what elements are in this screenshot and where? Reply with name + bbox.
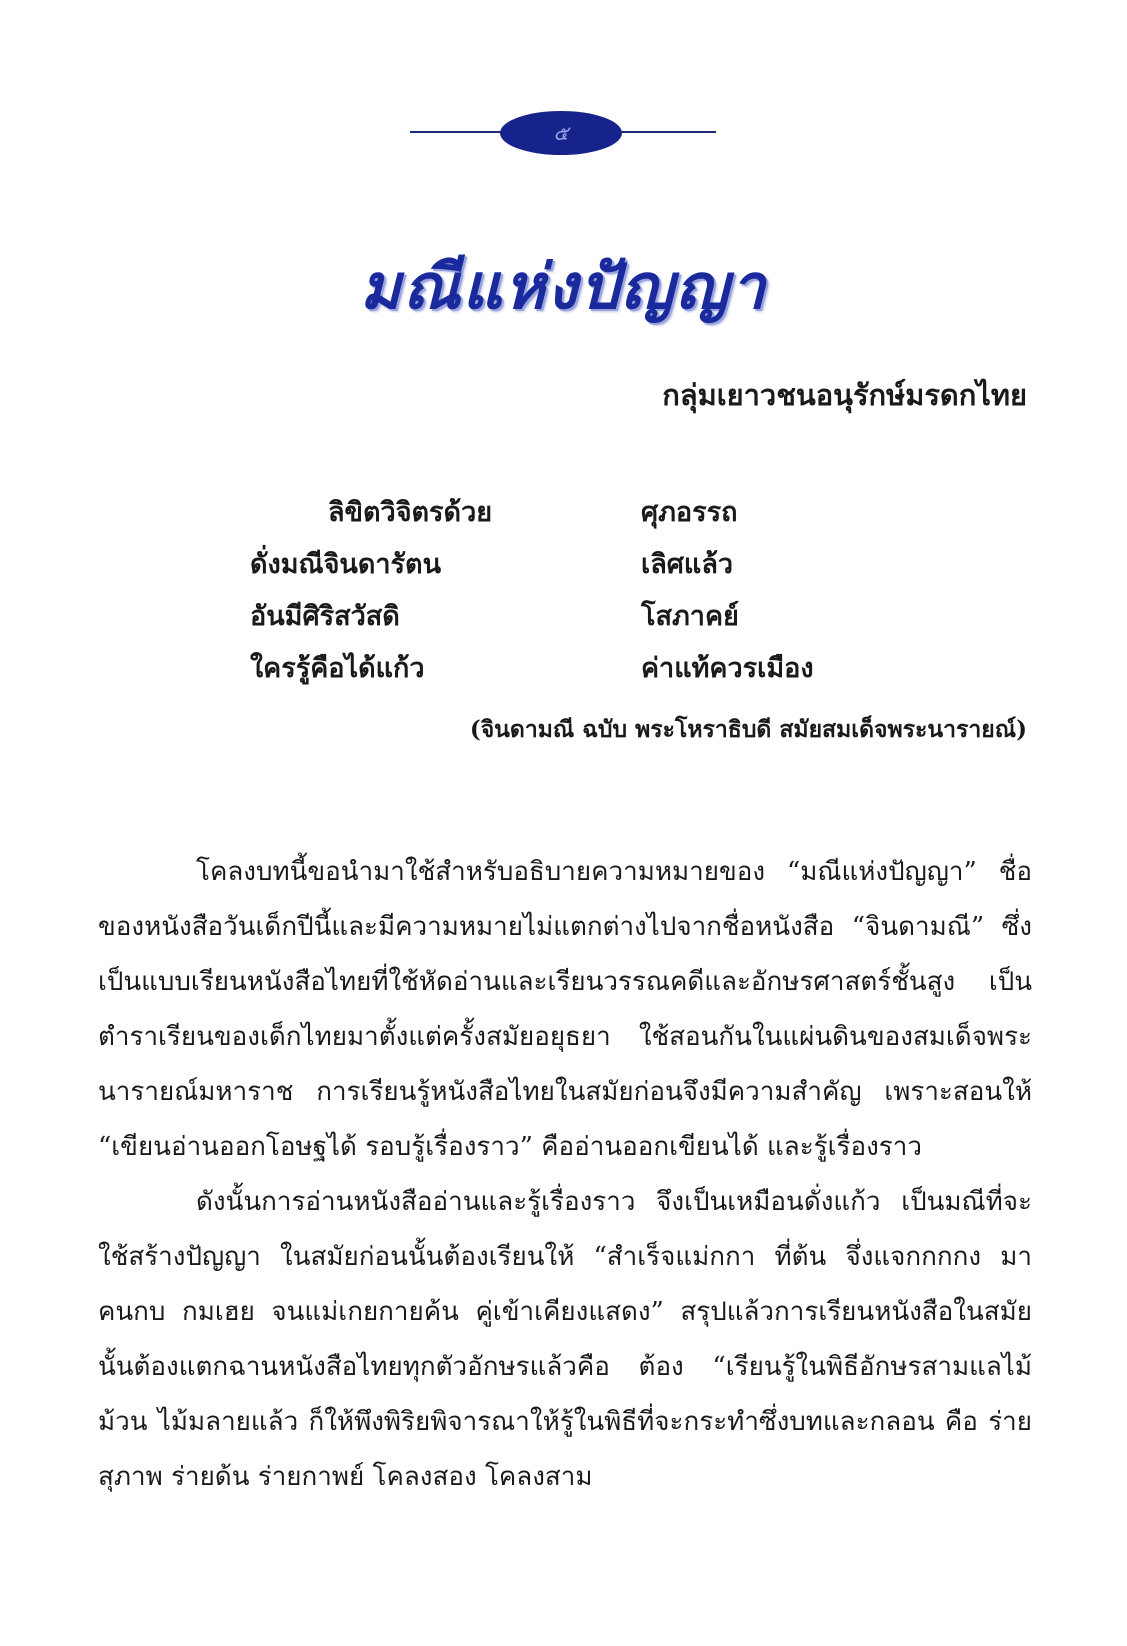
- body-paragraph: โคลงบทนี้ขอนำมาใช้สำหรับอธิบายความหมายของ “มณีแห่งปัญญา” ชื่อของหนังสือวันเด็กปีนี้และมีความหมายไม่แตกต่างไปจากชื่อหนังสือ “จินดามณี” ซึ่งเป็นแบบเรียนหนังสือไทยที่ใช้หัดอ่านและเรียนวรรณคดีและอักษรศาสตร์ชั้นสูง เป็นตำราเรียนของเด็กไทยมาตั้งแต่ครั้งสมัยอยุธยา ใช้สอนกันในแผ่นดินของสมเด็จพระนารายณ์มหาราช การเรียนรู้หนังสือไทยในสมัยก่อนจึงมีความสำคัญ เพราะสอนให้ “เขียนอ่านออกโอษฐได้ รอบรู้เรื่องราว” คืออ่านออกเขียนได้ และรู้เรื่องราว: [98, 857, 1032, 1162]
- poem-line-right: เลิศแล้ว: [641, 549, 734, 580]
- body-paragraph: ดังนั้นการอ่านหนังสืออ่านและรู้เรื่องราว จึงเป็นเหมือนดั่งแก้ว เป็นมณีที่จะใช้สร้างปัญญา ในสมัยก่อนนั้นต้องเรียนให้ “สำเร็จแม่กกา ที่ต้น จึ่งแจกกกกง มา คนกบ กมเฮย จนแม่เกยกายค้น คู่เข้าเคียงแสดง” สรุปแล้วการเรียนหนังสือในสมัยนั้นต้องแตกฉานหนังสือไทยทุกตัวอักษรแล้วคือ ต้อง “เรียนรู้ในพิธีอักษรสามแลไม้ม้วน ไม้มลายแล้ว ก็ให้พึงพิริยพิจารณาให้รู้ในพิธีที่จะกระทำซึ่งบทและกลอน คือ ร่ายสุภาพ ร่ายด้น ร่ายกาพย์ โคลงสอง โคลงสาม: [98, 1187, 1032, 1492]
- poem-line: [0, 542, 1127, 582]
- header-rule-left: [410, 131, 510, 133]
- author-byline: กลุ่มเยาวชนอนุรักษ์มรดกไทย: [662, 378, 1027, 412]
- poem-line-left: อันมีศิริสวัสดิ: [250, 601, 400, 632]
- header-rule-right: [616, 131, 716, 133]
- poem-line-right: โสภาคย์: [641, 601, 739, 632]
- poem-line-right: ค่าแท้ควรเมือง: [641, 653, 814, 684]
- page-number: ๕: [553, 121, 569, 145]
- poem-citation: (จินดามณี ฉบับ พระโหราธิบดี สมัยสมเด็จพระนารายณ์): [469, 716, 1027, 743]
- poem-line-right: ศุภอรรถ: [641, 497, 738, 528]
- page-header: [0, 0, 1127, 180]
- poem-line-left: ดั่งมณีจินดารัตน: [250, 549, 442, 580]
- article-body: [98, 845, 1032, 1505]
- poem-line-left: ใครรู้คือได้แก้ว: [250, 653, 425, 684]
- poem-line-left: ลิขิตวิจิตรด้วย: [328, 497, 493, 528]
- poem-line: [0, 490, 1127, 530]
- poem-line: [0, 594, 1127, 634]
- page-number-badge: [500, 111, 622, 155]
- article-title: มณีแห่งปัญญา: [359, 250, 768, 323]
- poem-line: [0, 646, 1127, 686]
